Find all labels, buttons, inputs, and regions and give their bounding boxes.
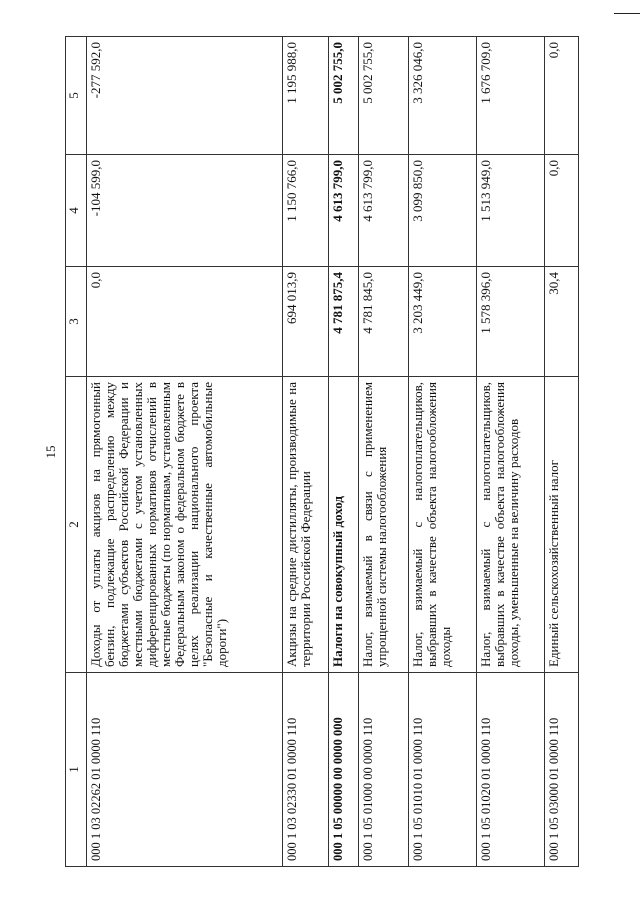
value-col3: 1 578 396,0: [477, 267, 545, 377]
revenue-name: Налог, взимаемый с налогоплательщиков, выбравших в качестве объекта налогообложения доходы: [409, 377, 477, 673]
col-header-5: 5: [66, 37, 87, 155]
col-header-1: 1: [66, 673, 87, 867]
value-col3: 0,0: [87, 267, 283, 377]
value-col5: 5 002 755,0: [329, 37, 359, 155]
value-col4: 0,0: [545, 155, 579, 267]
table-row: [409, 37, 477, 867]
corner-mark: [614, 0, 640, 14]
value-col4: 4 613 799,0: [359, 155, 409, 267]
budget-code: 000 1 05 01020 01 0000 110: [477, 673, 545, 867]
revenue-name: Налог, взимаемый в связи с применением упрощенной системы налогообложения: [359, 377, 409, 673]
value-col3: 30,4: [545, 267, 579, 377]
value-col3: 3 203 449,0: [409, 267, 477, 377]
value-col4: 3 099 850,0: [409, 155, 477, 267]
col-header-2: 2: [66, 377, 87, 673]
budget-code: 000 1 03 02330 01 0000 110: [283, 673, 329, 867]
value-col5: 1 195 988,0: [283, 37, 329, 155]
table-row: [87, 37, 283, 867]
value-col3: 4 781 875,4: [329, 267, 359, 377]
col-header-3: 3: [66, 267, 87, 377]
value-col4: 1 513 949,0: [477, 155, 545, 267]
table-row: [545, 37, 579, 867]
table-row: [329, 37, 359, 867]
revenue-name: Единый сельскохозяйственный налог: [545, 377, 579, 673]
value-col3: 4 781 845,0: [359, 267, 409, 377]
value-col5: 1 676 709,0: [477, 37, 545, 155]
value-col3: 694 013,9: [283, 267, 329, 377]
table-row: [359, 37, 409, 867]
revenue-name: Налог, взимаемый с налогоплательщиков, выбравших в качестве объекта налогообложения доходы, уменьшенные на величину расходов: [477, 377, 545, 673]
value-col5: 3 326 046,0: [409, 37, 477, 155]
page-number: 15: [43, 445, 58, 459]
revenue-name: Налоги на совокупный доход: [329, 377, 359, 673]
budget-code: 000 1 05 01000 00 0000 110: [359, 673, 409, 867]
budget-code: 000 1 05 01010 01 0000 110: [409, 673, 477, 867]
value-col4: 4 613 799,0: [329, 155, 359, 267]
table-row: [283, 37, 329, 867]
value-col5: 0,0: [545, 37, 579, 155]
value-col5: -277 592,0: [87, 37, 283, 155]
header-row: [66, 37, 87, 867]
revenue-name: Доходы от уплаты акцизов на прямогонный бензин, подлежащие распределению между бюджетами субъектов Российской Федерации и местными бюджетами с учетом установленных дифференцированных нормативов отчислений в местные бюджеты (по нормативам, установленным Федеральным законом о федеральном бюджете в целях реализации национального проекта "Безопасные и качественные автомобильные дороги"): [87, 377, 283, 673]
budget-code: 000 1 05 00000 00 0000 000: [329, 673, 359, 867]
budget-code: 000 1 03 02262 01 0000 110: [87, 673, 283, 867]
value-col4: -104 599,0: [87, 155, 283, 267]
budget-table: [65, 36, 579, 867]
col-header-4: 4: [66, 155, 87, 267]
value-col4: 1 150 766,0: [283, 155, 329, 267]
budget-code: 000 1 05 03000 01 0000 110: [545, 673, 579, 867]
value-col5: 5 002 755,0: [359, 37, 409, 155]
budget-table-sheet: [65, 37, 579, 867]
revenue-name: Акцизы на средние дистилляты, производимые на территории Российской Федерации: [283, 377, 329, 673]
table-row: [477, 37, 545, 867]
